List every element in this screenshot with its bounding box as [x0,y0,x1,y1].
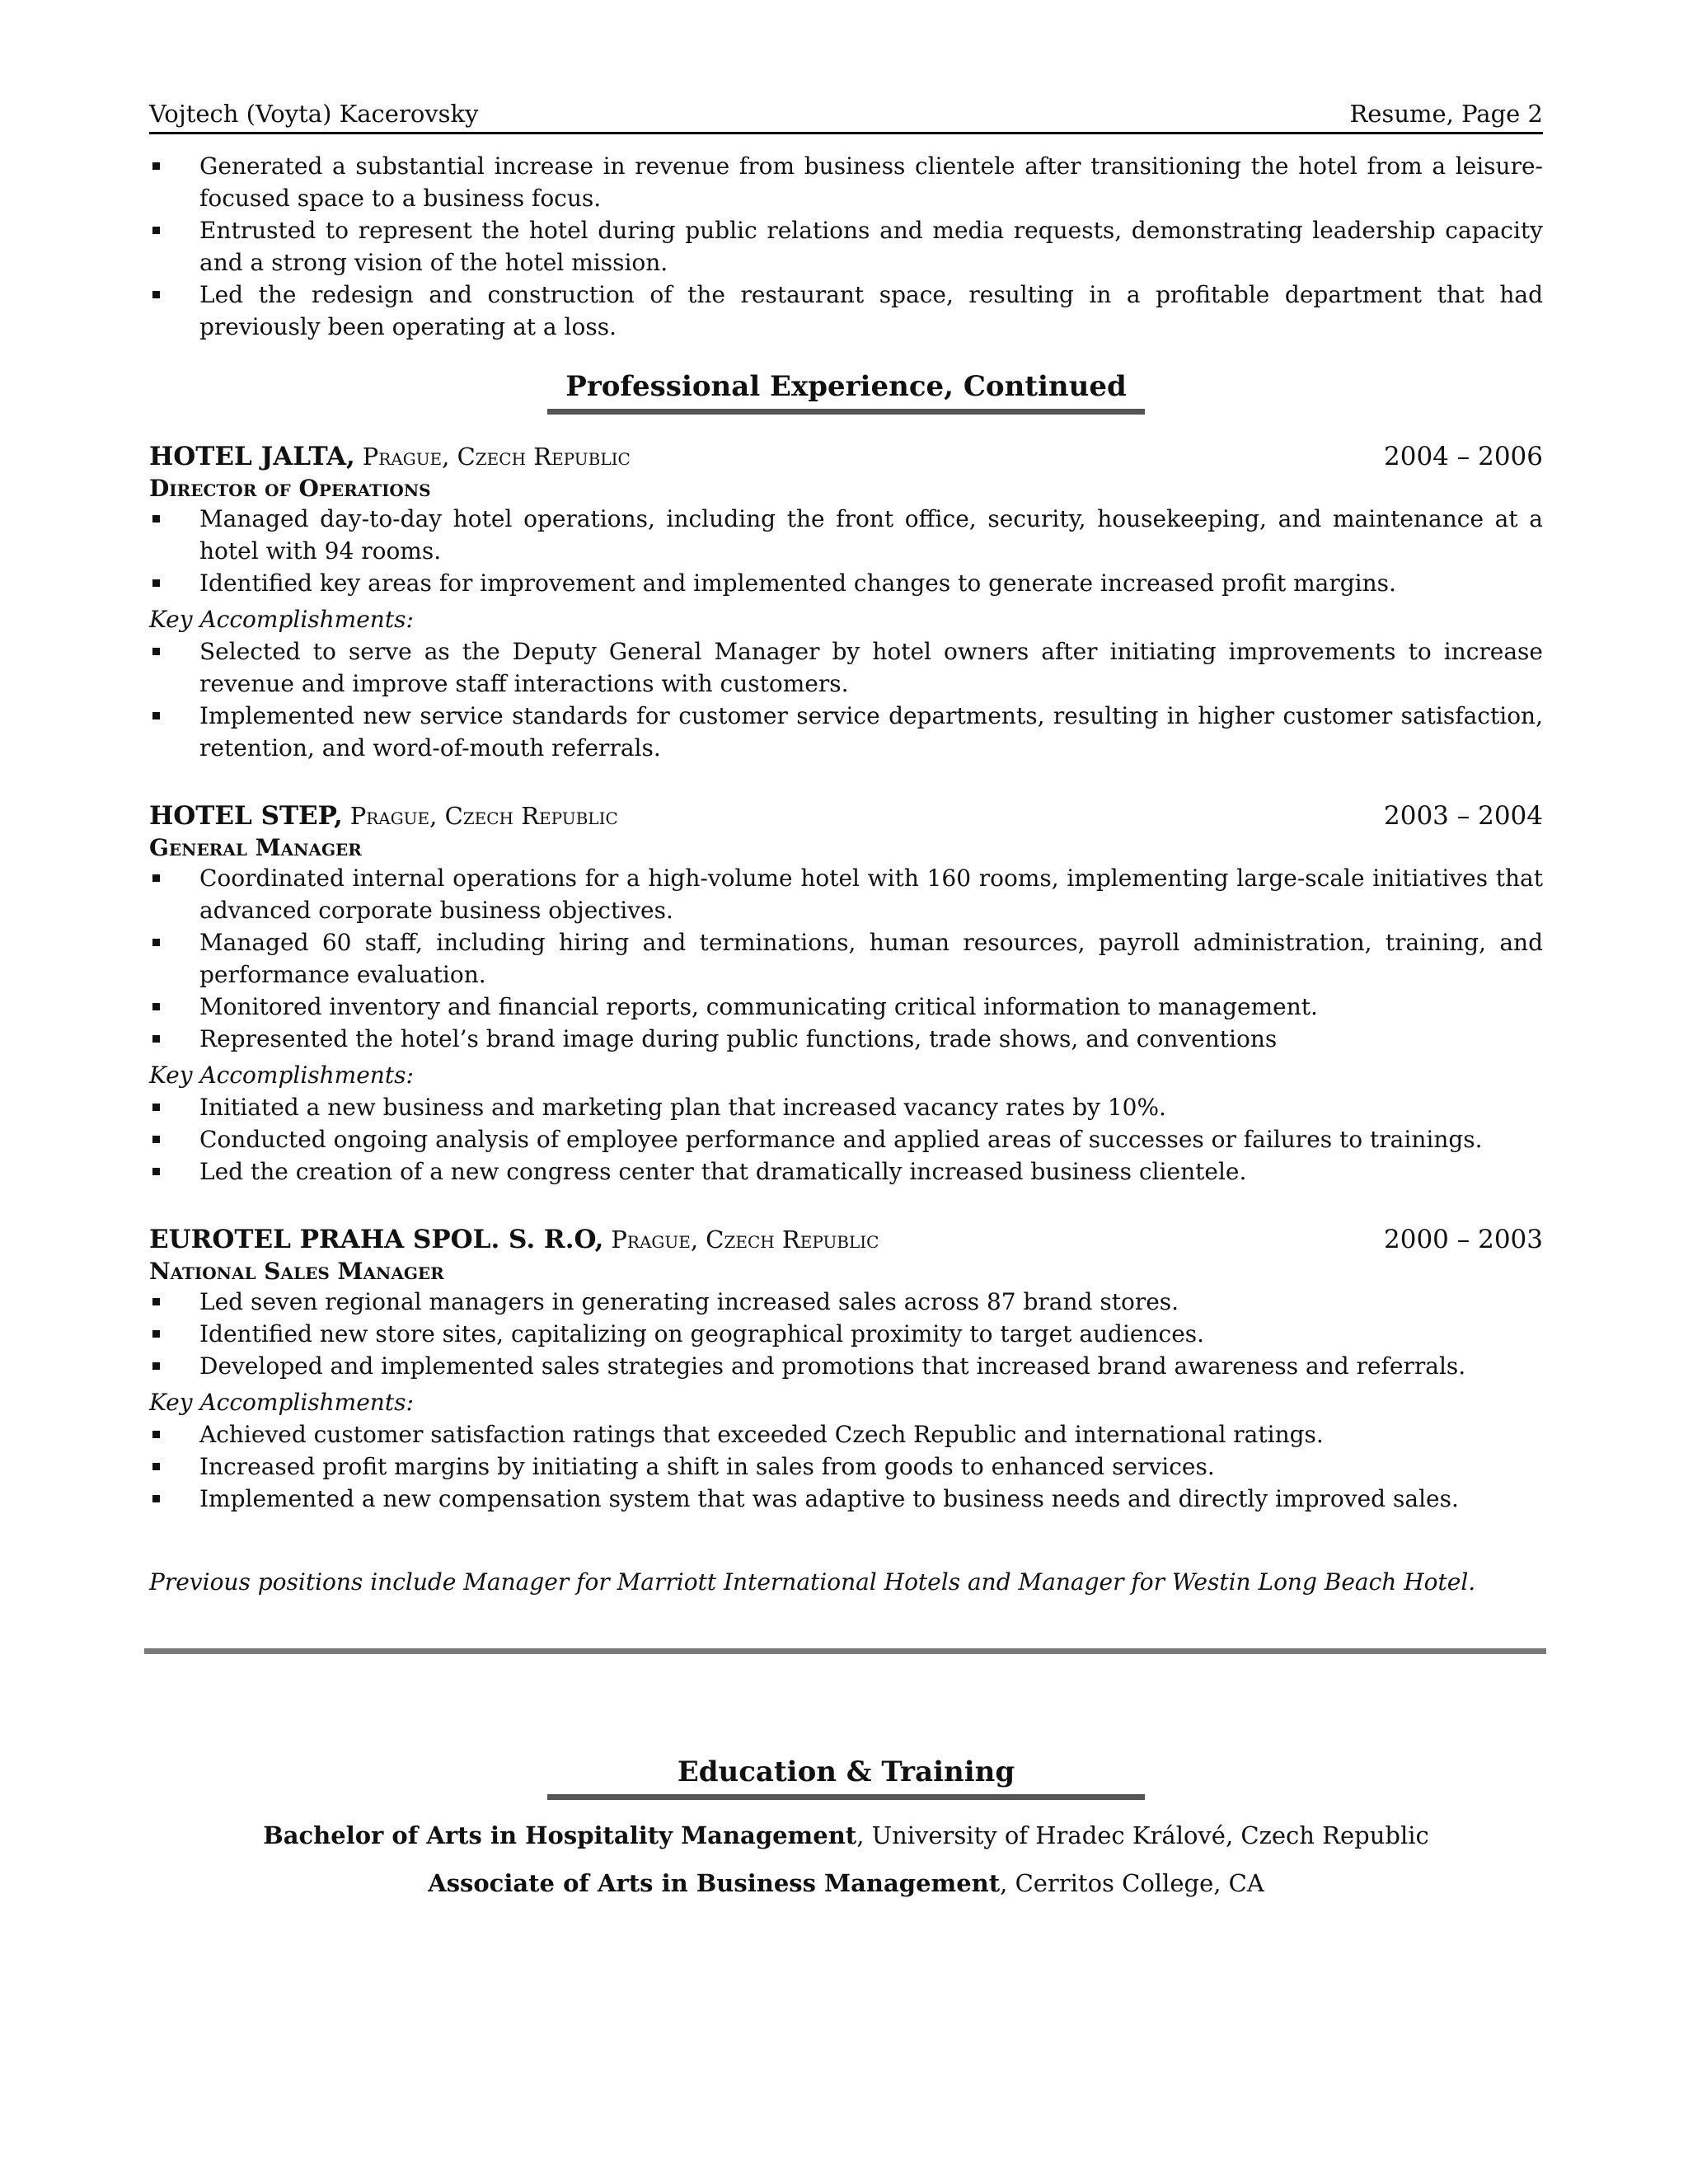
degree-entry [149,1859,1543,1907]
list-item: Led seven regional managers in generating increased sales across 87 brand stores. [149,1286,1543,1318]
list-item: Entrusted to represent the hotel during public relations and media requests, demonstrating leadership capacity and a strong vision of the hotel mission. [149,214,1543,279]
duties-list [149,862,1543,1055]
running-header [149,97,1543,134]
list-item: Generated a substantial increase in revenue from business clientele after transitioning the hotel from a leisure-focused space to a business focus. [149,150,1543,214]
accomplishments-list [149,1091,1543,1188]
employer-name: EUROTEL PRAHA SPOL. S. R.O, [149,1225,604,1254]
list-item: Monitored inventory and financial reports, communicating critical information to management. [149,991,1543,1023]
job-header [149,799,1543,834]
duties-list [149,503,1543,599]
experience-section-title: Professional Experience, Continued [547,366,1145,415]
employer-name: HOTEL JALTA, [149,442,355,471]
list-item: Conducted ongoing analysis of employee performance and applied areas of successes or failures to trainings. [149,1123,1543,1155]
list-item: Increased profit margins by initiating a shift in sales from goods to enhanced services. [149,1451,1543,1483]
job-location: Prague, Czech Republic [349,802,618,830]
list-item: Implemented new service standards for customer service departments, resulting in higher customer satisfaction, retention, and word-of-mouth referrals. [149,700,1543,764]
accomplishments-label: Key Accomplishments: [149,1389,414,1416]
job-title: Director of Operations [149,475,431,502]
degree-name: Bachelor of Arts in Hospitality Management [263,1821,857,1849]
carryover-bullet-list [149,150,1543,343]
job-location: Prague, Czech Republic [362,443,631,471]
degree-name: Associate of Arts in Business Management [428,1869,1001,1897]
list-item: Implemented a new compensation system that was adaptive to business needs and directly improved sales. [149,1483,1543,1515]
accomplishments-list [149,1418,1543,1515]
page-content [149,97,1543,1907]
accomplishments-label: Key Accomplishments: [149,1062,414,1089]
job-dates: 2004 – 2006 [1384,442,1543,471]
job-title: General Manager [149,834,362,861]
list-item: Identified key areas for improvement and implemented changes to generate increased profit margins. [149,567,1543,599]
list-item: Managed 60 staff, including hiring and terminations, human resources, payroll administration, training, and performance evaluation. [149,926,1543,991]
list-item: Led the creation of a new congress center that dramatically increased business clientele. [149,1155,1543,1188]
job-dates: 2000 – 2003 [1384,1225,1543,1254]
list-item: Led the redesign and construction of the restaurant space, resulting in a profitable department that had previously been operating at a loss. [149,279,1543,343]
list-item: Managed day-to-day hotel operations, including the front office, security, housekeeping, and maintenance at a hotel with 94 rooms. [149,503,1543,567]
job-entry [149,799,1543,1188]
degree-entry [149,1811,1543,1859]
list-item: Represented the hotel’s brand image during public functions, trade shows, and conventions [149,1023,1543,1055]
page-label: Resume, Page 2 [1349,100,1543,128]
degree-institution: , University of Hradec Králové, Czech Republic [856,1821,1429,1849]
list-item: Selected to serve as the Deputy General Manager by hotel owners after initiating improvements to increase revenue and improve staff interactions with customers. [149,635,1543,700]
previous-positions-note: Previous positions include Manager for Marriott International Hotels and Manager for Westin Long Beach Hotel. [149,1568,1476,1596]
list-item: Coordinated internal operations for a high-volume hotel with 160 rooms, implementing large-scale initiatives that advanced corporate business objectives. [149,862,1543,926]
degree-institution: , Cerritos College, CA [1000,1869,1264,1897]
duties-list [149,1286,1543,1382]
accomplishments-list [149,635,1543,764]
job-header [149,439,1543,475]
job-header [149,1222,1543,1258]
job-entry [149,1222,1543,1515]
accomplishments-label: Key Accomplishments: [149,606,414,633]
degree-list [149,1811,1543,1907]
job-entry [149,439,1543,764]
education-section-title: Education & Training [547,1751,1145,1800]
list-item: Identified new store sites, capitalizing on geographical proximity to target audiences. [149,1318,1543,1350]
job-title: National Sales Manager [149,1258,444,1285]
list-item: Initiated a new business and marketing plan that increased vacancy rates by 10%. [149,1091,1543,1123]
list-item: Achieved customer satisfaction ratings that exceeded Czech Republic and international ratings. [149,1418,1543,1451]
section-divider [144,1648,1546,1654]
candidate-name: Vojtech (Voyta) Kacerovsky [149,100,479,128]
list-item: Developed and implemented sales strategies and promotions that increased brand awareness and referrals. [149,1350,1543,1382]
job-location: Prague, Czech Republic [611,1226,879,1254]
job-dates: 2003 – 2004 [1384,801,1543,831]
employer-name: HOTEL STEP, [149,801,343,831]
